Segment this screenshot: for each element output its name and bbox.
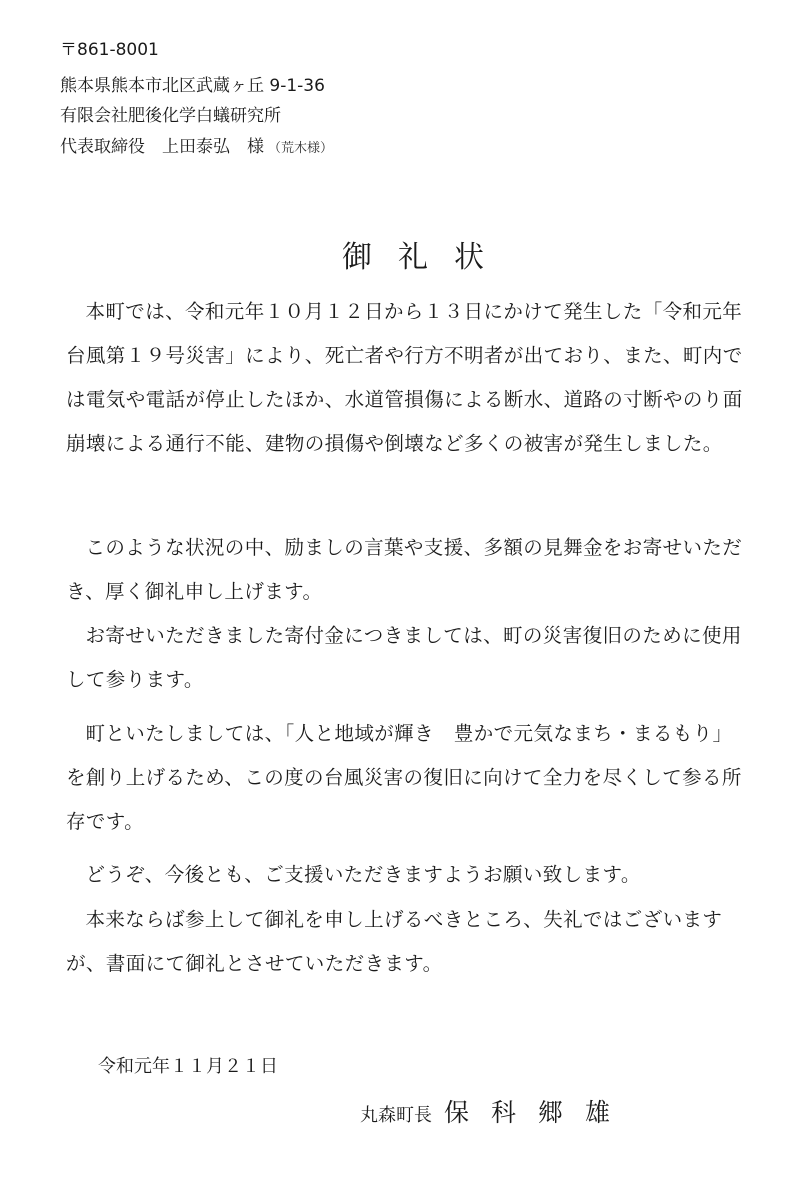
recipient-line (60, 137, 333, 159)
body-paragraph-4: 町といたしましては、「人と地域が輝き 豊かで元気なまち・まるもり」を創り上げるため、この度の台風災害の復旧に向けて全力を尽くして参る所存です。 (66, 722, 742, 833)
letter-title: 御礼状 (342, 240, 510, 275)
signature (360, 1093, 632, 1129)
body-paragraph-2: このような状況の中、励ましの言葉や支援、多額の見舞金をお寄せいただき、厚く御礼申し上げます。 (66, 536, 743, 603)
signature-name: 保科郷雄 (444, 1098, 633, 1127)
letter-date: 令和元年１１月２１日 (98, 1056, 278, 1077)
handwritten-note: （荒木様） (268, 141, 334, 156)
body-paragraph-5: どうぞ、今後とも、ご支援いただきますようお願い致します。 (85, 863, 641, 886)
postal-code: 〒861-8001 (60, 40, 159, 60)
body-paragraph-3: お寄せいただきました寄付金につきましては、町の災害復旧のために使用して参ります。 (66, 624, 742, 691)
signature-position: 丸森町長 (360, 1105, 432, 1126)
body-paragraph-1: 本町では、令和元年１０月１２日から１３日にかけて発生した「令和元年台風第１９号災害」により、死亡者や行方不明者が出ており、また、町内では電気や電話が停止したほか、水道管損傷による断水、道路の寸断やのり面崩壊による通行不能、建物の損傷や倒壊など多くの被害が発生しました。 (66, 300, 743, 455)
recipient-company: 有限会社肥後化学白蟻研究所 (60, 106, 281, 126)
recipient-representative: 代表取締役 上田泰弘 様 (60, 137, 264, 157)
recipient-address: 熊本県熊本市北区武蔵ヶ丘 9-1-36 (60, 76, 325, 96)
body-paragraph-6: 本来ならば参上して御礼を申し上げるべきところ、失礼ではございますが、書面にて御礼とさせていただきます。 (66, 908, 723, 975)
